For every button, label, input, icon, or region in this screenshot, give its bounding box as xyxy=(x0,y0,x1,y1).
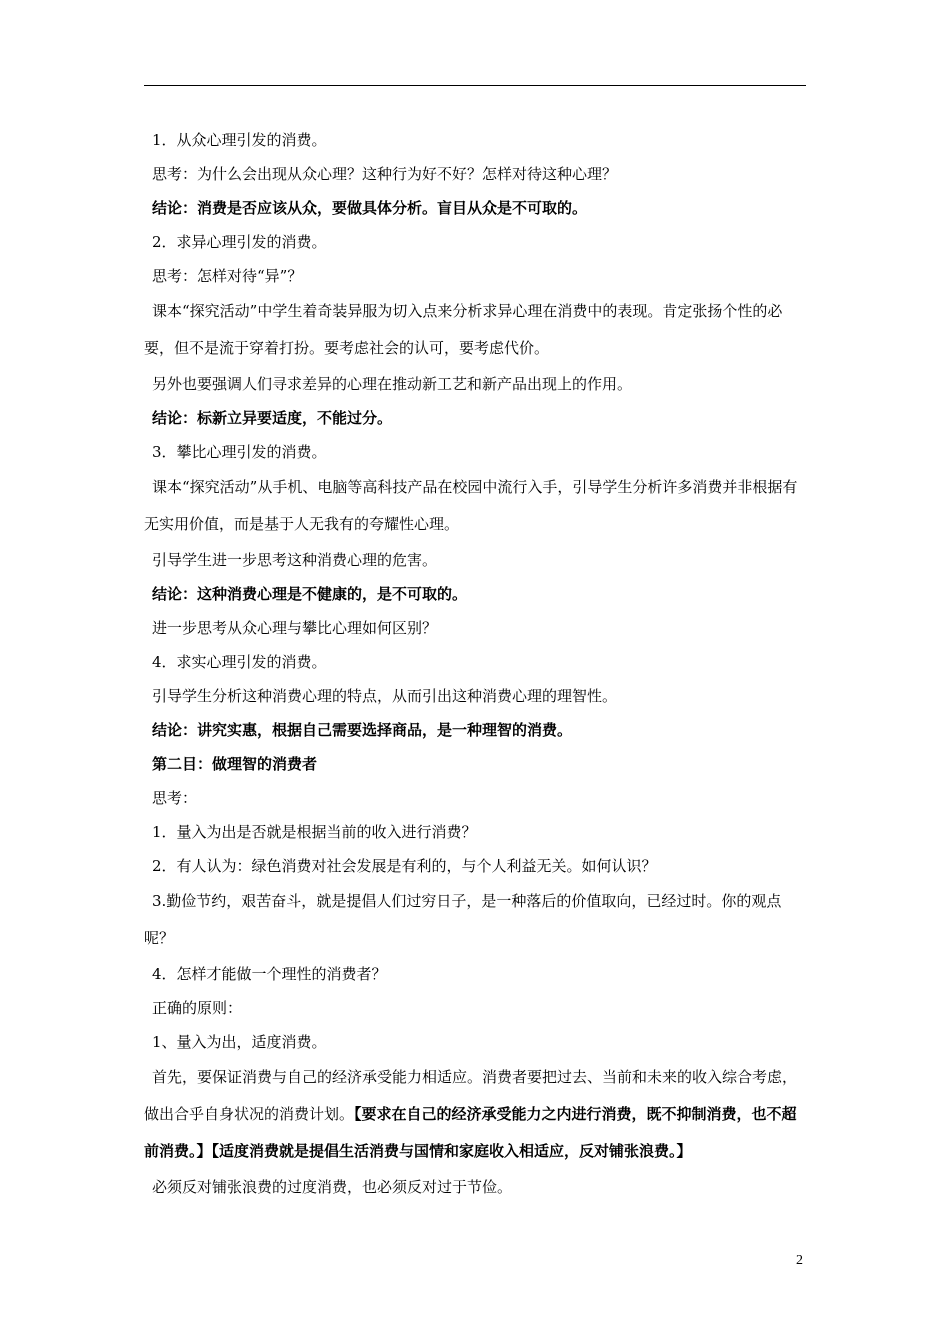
question-2: 2．有人认为：绿色消费对社会发展是有利的，与个人利益无关。如何认识？ xyxy=(152,857,657,875)
paragraph-9: 3．攀比心理引发的消费。 xyxy=(152,443,327,461)
section-heading: 第二目：做理智的消费者 xyxy=(152,755,318,773)
paragraph-6: 课本“探究活动”中学生着奇装异服为切入点来分析求异心理在消费中的表现。肯定张扬个性的必要，但不是流于穿着打扮。要考虑社会的认可，要考虑代价。 xyxy=(144,302,783,357)
question-3: 3.勤俭节约，艰苦奋斗，就是提倡人们过穷日子，是一种落后的价值取向，已经过时。你的观点呢？ xyxy=(144,892,782,947)
paragraph-14: 4．求实心理引发的消费。 xyxy=(152,653,327,671)
conclusion-3: 结论：这种消费心理是不健康的，是不可取的。 xyxy=(152,585,468,603)
paragraph-25 xyxy=(144,1059,809,1170)
paragraph-10: 课本“探究活动”从手机、电脑等高科技产品在校园中流行入手，引导学生分析许多消费并非根据有无实用价值，而是基于人无我有的夸耀性心理。 xyxy=(144,478,798,533)
question-1: 1．量入为出是否就是根据当前的收入进行消费？ xyxy=(152,823,477,841)
paragraph-25-plain: 首先，要保证消费与自己的经济承受能力相适应。消费者要把过去、当前和未来的收入综合考虑，做出合乎自身状况的消费计划。 xyxy=(144,1068,798,1123)
paragraph-26: 必须反对铺张浪费的过度消费，也必须反对过于节俭。 xyxy=(152,1178,513,1196)
paragraph-1: 1．从众心理引发的消费。 xyxy=(152,131,327,149)
conclusion-1: 结论：消费是否应该从众，要做具体分析。盲目从众是不可取的。 xyxy=(152,199,588,217)
paragraph-23: 正确的原则： xyxy=(152,999,243,1017)
page-number: 2 xyxy=(796,1253,803,1268)
paragraph-2: 思考：为什么会出现从众心理？这种行为好不好？怎样对待这种心理？ xyxy=(152,165,618,183)
paragraph-5: 思考：怎样对待“异”？ xyxy=(152,267,303,285)
paragraph-4: 2．求异心理引发的消费。 xyxy=(152,233,327,251)
principle-1: 1、量入为出，适度消费。 xyxy=(152,1033,327,1051)
conclusion-4: 结论：讲究实惠，根据自己需要选择商品，是一种理智的消费。 xyxy=(152,721,573,739)
paragraph-11: 引导学生进一步思考这种消费心理的危害。 xyxy=(152,551,438,569)
document-body xyxy=(144,123,809,1204)
question-4: 4．怎样才能做一个理性的消费者？ xyxy=(152,965,387,983)
paragraph-7: 另外也要强调人们寻求差异的心理在推动新工艺和新产品出现上的作用。 xyxy=(152,375,633,393)
paragraph-13: 进一步思考从众心理与攀比心理如何区别？ xyxy=(152,619,438,637)
paragraph-18: 思考： xyxy=(152,789,198,807)
conclusion-2: 结论：标新立异要适度，不能过分。 xyxy=(152,409,393,427)
paragraph-15: 引导学生分析这种消费心理的特点，从而引出这种消费心理的理智性。 xyxy=(152,687,618,705)
paragraph-25-bold: 【要求在自己的经济承受能力之内进行消费，既不抑制消费，也不超前消费。】【适度消费就是提倡生活消费与国情和家庭收入相适应，反对铺张浪费。】 xyxy=(144,1105,797,1160)
header-rule xyxy=(144,85,806,86)
